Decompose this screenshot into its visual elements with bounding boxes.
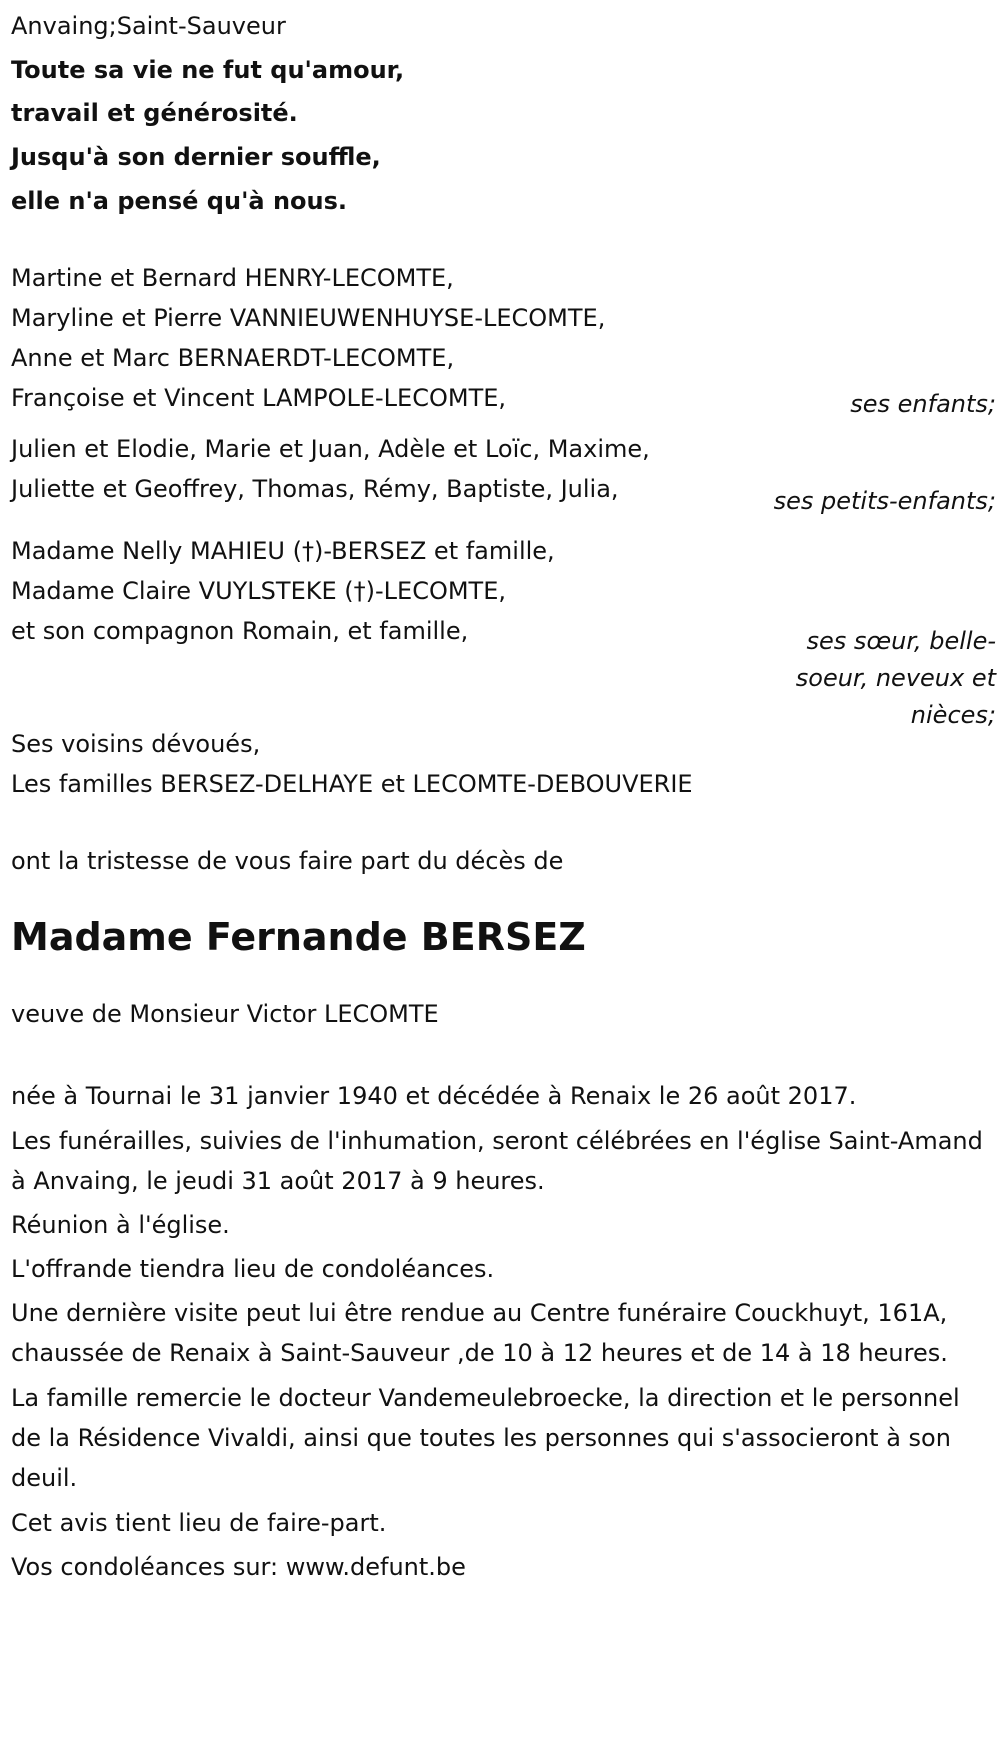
motto-line: travail et générosité. bbox=[11, 99, 298, 127]
motto-line: Jusqu'à son dernier souffle, bbox=[11, 143, 381, 171]
details-block bbox=[11, 1076, 996, 1587]
announcement-text: ont la tristesse de vous faire part du décès de bbox=[11, 847, 564, 875]
child-couple: Maryline et Pierre VANNIEUWENHUYSE-LECOMTE, bbox=[11, 304, 606, 332]
thanks-info: La famille remercie le docteur Vandemeulebroecke, la direction et le personnel de la Résidence Vivaldi, ainsi que toutes les personnes qui s'associeront à son deuil. bbox=[11, 1384, 960, 1492]
siblings-relation-line: ses sœur, belle- bbox=[806, 627, 996, 655]
grandchildren-line: Julien et Elodie, Marie et Juan, Adèle et Loïc, Maxime, bbox=[11, 435, 650, 463]
motto-line: elle n'a pensé qu'à nous. bbox=[11, 187, 348, 215]
grandchildren-line: Juliette et Geoffrey, Thomas, Rémy, Baptiste, Julia, bbox=[11, 475, 619, 503]
birth-death-dates: née à Tournai le 31 janvier 1940 et décédée à Renaix le 26 août 2017. bbox=[11, 1082, 857, 1110]
siblings-group bbox=[11, 531, 996, 729]
death-notice bbox=[11, 0, 996, 1587]
meeting-info: Réunion à l'église. bbox=[11, 1211, 230, 1239]
neighbours-line: Ses voisins dévoués, bbox=[11, 730, 261, 758]
notice-info: Cet avis tient lieu de faire-part. bbox=[11, 1509, 387, 1537]
child-couple: Françoise et Vincent LAMPOLE-LECOMTE, bbox=[11, 384, 507, 412]
motto-block bbox=[11, 46, 996, 226]
deceased-spouse: veuve de Monsieur Victor LECOMTE bbox=[11, 1000, 439, 1028]
sibling-line: et son compagnon Romain, et famille, bbox=[11, 617, 469, 645]
neighbours-group bbox=[11, 724, 996, 804]
visit-info: Une dernière visite peut lui être rendue au Centre funéraire Couckhuyt, 161A, chaussée de Renaix à Saint-Sauveur ,de 10 à 12 heures et de 14 à 18 heures. bbox=[11, 1299, 948, 1367]
children-relation: ses enfants; bbox=[850, 390, 996, 418]
sibling-line: Madame Claire VUYLSTEKE (†)-LECOMTE, bbox=[11, 577, 506, 605]
funeral-info: Les funérailles, suivies de l'inhumation, seront célébrées en l'église Saint-Amand à Anvaing, le jeudi 31 août 2017 à 9 heures. bbox=[11, 1127, 983, 1195]
child-couple: Martine et Bernard HENRY-LECOMTE, bbox=[11, 264, 454, 292]
neighbours-line: Les familles BERSEZ-DELHAYE et LECOMTE-DEBOUVERIE bbox=[11, 770, 693, 798]
grandchildren-relation: ses petits-enfants; bbox=[773, 487, 996, 515]
offering-info: L'offrande tiendra lieu de condoléances. bbox=[11, 1255, 495, 1283]
siblings-relation-line: nièces; bbox=[910, 701, 996, 729]
motto-line: Toute sa vie ne fut qu'amour, bbox=[11, 56, 405, 84]
sibling-line: Madame Nelly MAHIEU (†)-BERSEZ et famille, bbox=[11, 537, 555, 565]
notice-location: Anvaing;Saint-Sauveur bbox=[11, 12, 286, 40]
child-couple: Anne et Marc BERNAERDT-LECOMTE, bbox=[11, 344, 455, 372]
grandchildren-group bbox=[11, 429, 996, 515]
siblings-relation-line: soeur, neveux et bbox=[795, 664, 996, 692]
deceased-name: Madame Fernande BERSEZ bbox=[11, 915, 586, 959]
condolences-info: Vos condoléances sur: www.defunt.be bbox=[11, 1553, 466, 1581]
children-group bbox=[11, 258, 996, 418]
